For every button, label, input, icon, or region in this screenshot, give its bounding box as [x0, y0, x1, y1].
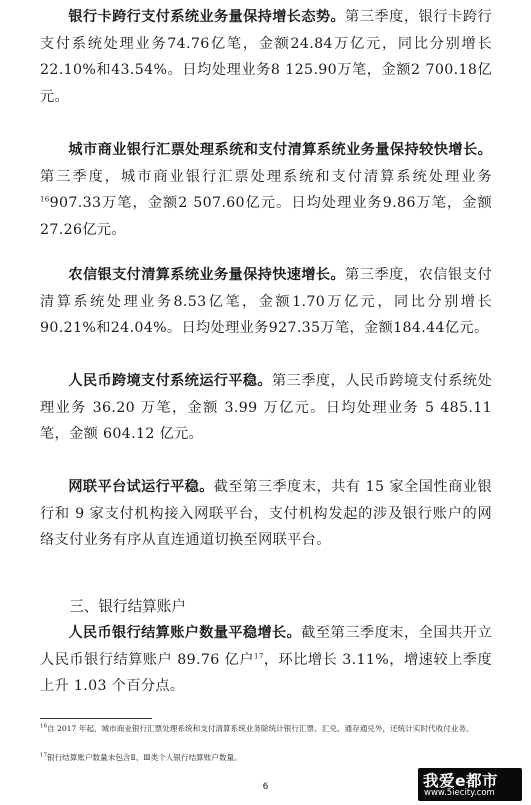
paragraph-lead: 人民币跨境支付系统运行平稳。 [68, 373, 272, 389]
footnote-text: 银行结算账户数量未包含Ⅱ、Ⅲ类个人银行结算账户数量。 [47, 753, 242, 762]
paragraph-lead: 银行卡跨行支付系统业务量保持增长态势。 [68, 9, 346, 25]
watermark-logo [418, 768, 522, 801]
footnote-17 [40, 751, 492, 765]
paragraph-body: 第三季度，城市商业银行汇票处理系统和支付清算系统处理业务 [40, 168, 492, 185]
watermark-text: 我爱e都市 [423, 772, 499, 790]
footnote-ref[interactable]: 17 [254, 651, 264, 660]
paragraph-rural-credit [40, 262, 492, 342]
paragraph-accounts [40, 620, 492, 700]
paragraph-body: ，环比增长 3.11%，增速较上季度上升 1.03 个百分点。 [40, 651, 492, 695]
paragraph-netsunion [40, 474, 492, 554]
paragraph-body: 截至第三季度末，全国共开立人民币银行结算账户 89.76 亿户 [40, 625, 493, 668]
footnote-divider [40, 718, 152, 719]
paragraph-lead: 网联平台试运行平稳。 [68, 479, 214, 495]
paragraph-lead: 城市商业银行汇票处理系统和支付清算系统业务量保持较快增长。 [68, 142, 492, 158]
footnote-number: 16 [40, 723, 47, 730]
paragraph-cips [40, 368, 492, 448]
paragraph-body: 第三季度，人民币跨境支付系统处理业务 36.20 万笔，金额 3.99 万亿元。日均处理业务 5 485.11 笔，金额 604.12 亿元。 [40, 373, 492, 443]
footnote-text: 自 2017 年起，城市商业银行汇票处理系统和支付清算系统业务除统计银行汇票、汇兑、通存通兑外，还统计实时代收付业务。 [47, 724, 474, 733]
footnote-16 [40, 722, 492, 736]
paragraph-body: 第三季度，农信银支付清算系统处理业务8.53亿笔，金额1.70万亿元，同比分别增长90.21%和24.04%。日均处理业务927.35万笔，金额184.44亿元。 [40, 267, 492, 337]
section-heading: 三、银行结算账户 [69, 598, 186, 615]
paragraph-bankcard [40, 4, 492, 110]
paragraph-lead: 农信银支付清算系统业务量保持快速增长。 [68, 267, 346, 283]
footnote-number: 17 [40, 752, 47, 759]
paragraph-body: 截至第三季度末，共有 15 家全国性商业银行和 9 家支付机构接入网联平台，支付机构发起的涉及银行账户的网络支付业务有序从直连通道切换至网联平台。 [40, 479, 492, 549]
paragraph-body: 907.33万笔，金额2 507.60亿元。日均处理业务9.86万笔，金额27.26亿元。 [40, 195, 492, 238]
page-number: 6 [262, 782, 269, 792]
paragraph-body: 第三季度，银行卡跨行支付系统处理业务74.76亿笔，金额24.84万亿元，同比分别增长22.10%和43.54%。日均处理业务8 125.90万笔，金额2 700.18亿元。 [40, 9, 492, 105]
paragraph-city-bank [40, 137, 492, 243]
footnote-ref[interactable]: 16 [40, 195, 50, 204]
watermark-url: www.5iecity.com [424, 788, 495, 798]
paragraph-lead: 人民币银行结算账户数量平稳增长。 [68, 625, 302, 641]
